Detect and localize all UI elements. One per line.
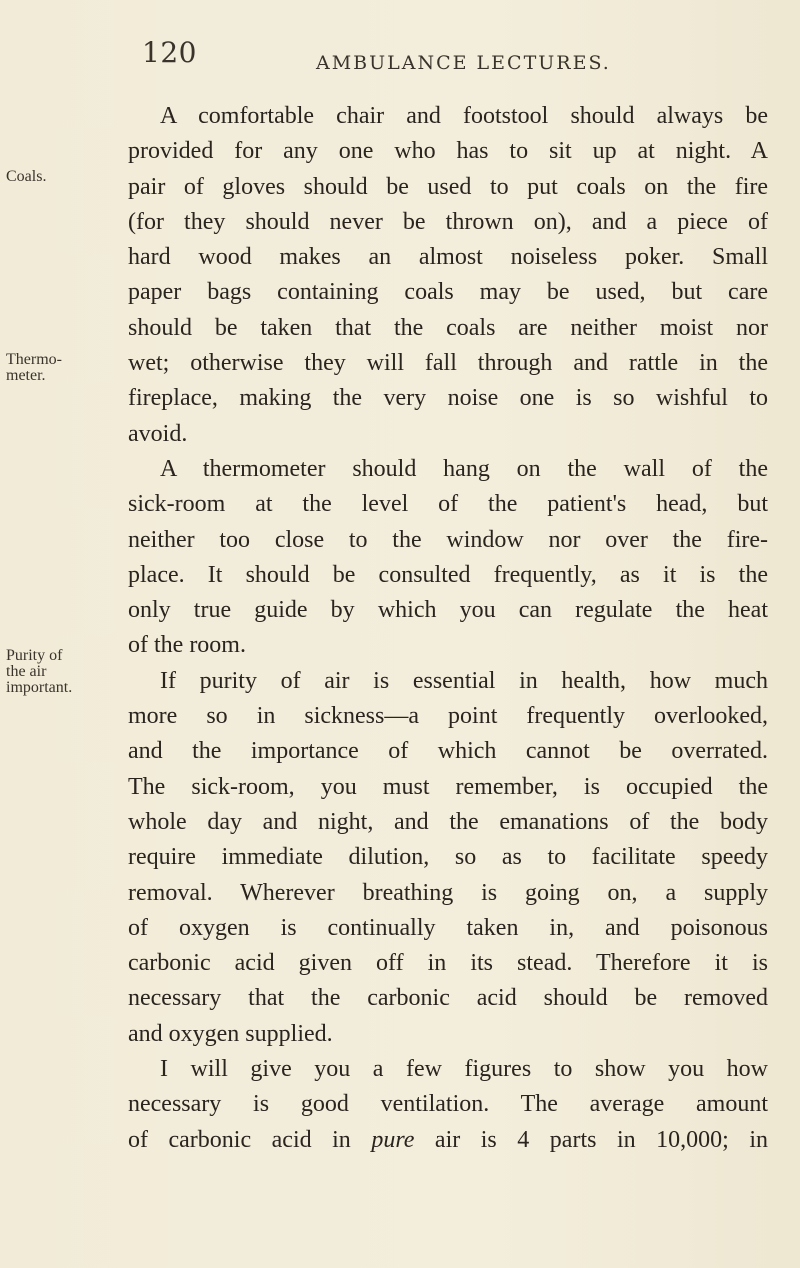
text-line: If purity of air is essential in health, how much xyxy=(160,667,768,694)
margin-note-line: meter. xyxy=(6,367,46,384)
text-line: I will give you a few figures to show you how xyxy=(160,1056,768,1083)
text-line: A thermometer should hang on the wall of the xyxy=(160,455,768,482)
text-line: (for they should never be thrown on), and a piece of xyxy=(128,208,768,235)
text-line: paper bags containing coals may be used, but care xyxy=(128,279,768,306)
text-fragment: of carbonic acid in xyxy=(128,1126,372,1153)
text-line: whole day and night, and the emanations of the body xyxy=(128,808,768,835)
text-line: pair of gloves should be used to put coals on the fire xyxy=(128,173,768,200)
text-line: wet; otherwise they will fall through and rattle in the xyxy=(128,350,768,377)
margin-note-line: Thermo- xyxy=(6,351,62,368)
text-line: of the room. xyxy=(128,632,246,659)
text-line: removal. Wherever breathing is going on, a supply xyxy=(128,879,768,906)
text-line: The sick-room, you must remember, is occupied the xyxy=(128,773,768,800)
margin-note-line: Purity of xyxy=(6,647,63,664)
margin-note-line: important. xyxy=(6,679,73,696)
margin-note-purity xyxy=(6,648,72,696)
text-line: hard wood makes an almost noiseless poker. Small xyxy=(128,244,768,271)
text-line: necessary that the carbonic acid should be removed xyxy=(128,985,768,1012)
text-line: should be taken that the coals are neither moist nor xyxy=(128,314,768,341)
text-line: provided for any one who has to sit up at night. A xyxy=(128,138,768,165)
text-line: fireplace, making the very noise one is so wishful to xyxy=(128,385,768,412)
text-line: carbonic acid given off in its stead. Therefore it is xyxy=(128,950,768,977)
body-text xyxy=(128,99,768,1158)
text-line: necessary is good ventilation. The average amount xyxy=(128,1091,768,1118)
text-line: A comfortable chair and footstool should always be xyxy=(160,103,768,129)
text-line: neither too close to the window nor over the fire- xyxy=(128,526,768,553)
margin-note-coals xyxy=(6,169,46,185)
margin-note-thermometer xyxy=(6,352,62,384)
text-line: require immediate dilution, so as to facilitate speedy xyxy=(128,844,768,871)
text-line-last xyxy=(128,1123,768,1158)
text-fragment: air is 4 parts in 10,000; in xyxy=(414,1126,768,1153)
text-line: place. It should be consulted frequently, as it is the xyxy=(128,561,768,588)
text-line: only true guide by which you can regulate the heat xyxy=(128,597,768,624)
text-line: and oxygen supplied. xyxy=(128,1020,333,1047)
margin-note-line: the air xyxy=(6,663,47,680)
page-number: 120 xyxy=(142,36,197,69)
text-line: more so in sickness—a point frequently overlooked, xyxy=(128,703,768,730)
running-title: AMBULANCE LECTURES. xyxy=(316,52,611,74)
text-line: avoid. xyxy=(128,420,188,447)
margin-note-line: Coals. xyxy=(6,168,47,185)
text-line: of oxygen is continually taken in, and poisonous xyxy=(128,914,768,941)
emphasis-pure: pure xyxy=(371,1126,415,1153)
text-line: sick-room at the level of the patient's head, but xyxy=(128,491,768,518)
text-line: and the importance of which cannot be overrated. xyxy=(128,738,768,765)
